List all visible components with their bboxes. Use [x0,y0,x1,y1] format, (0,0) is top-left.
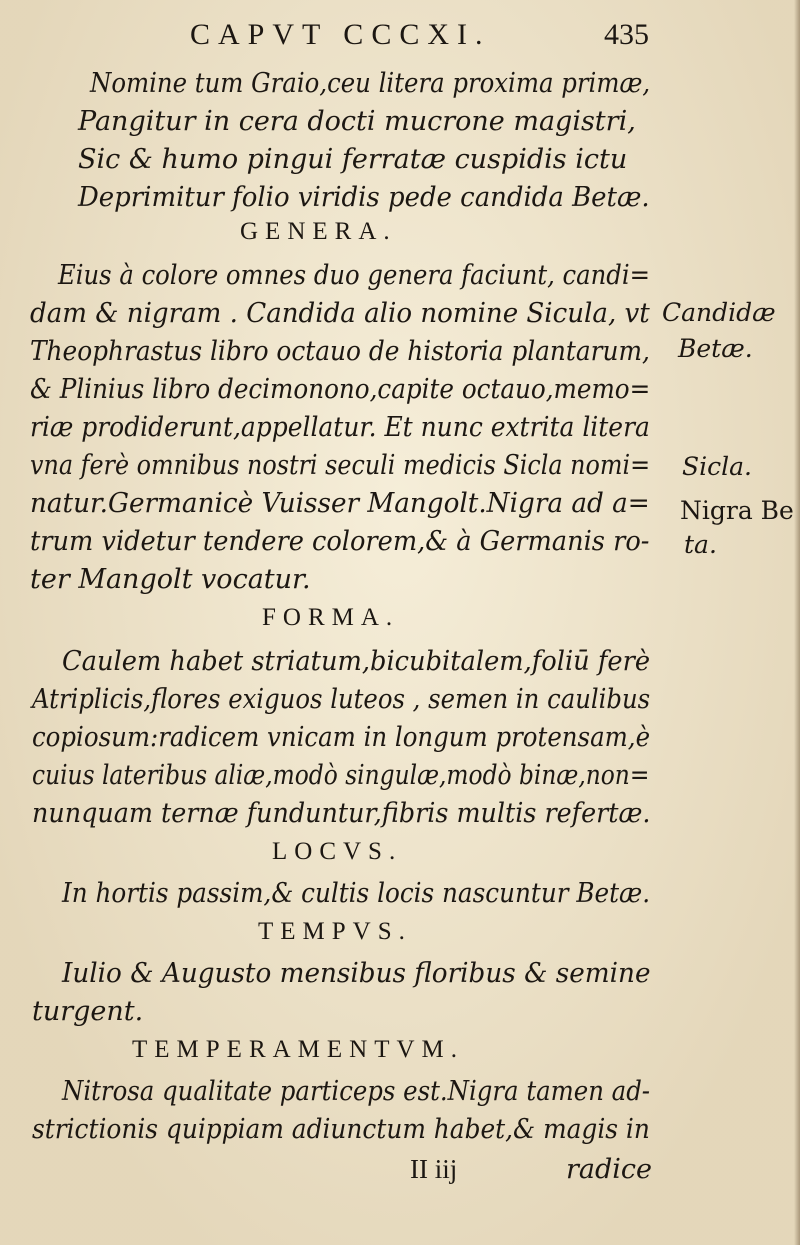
text-line: Atriplicis,flores exiguos luteos , semen in caulibus [32,684,651,715]
text-line: trum videtur tendere colorem,& à Germanis ro- [30,526,650,557]
section-heading-locus: LOCVS. [272,838,403,865]
text-line: Nitrosa qualitate particeps est.Nigra tamen ad- [62,1076,651,1107]
text-line: vna ferè omnibus nostri seculi medicis Sicla nomi= [30,450,651,481]
text-line: & Plinius libro decimonono,capite octauo,memo= [30,374,651,405]
running-title: CAPVT CCCXI. [190,18,491,51]
section-heading-tempus: TEMPVS. [258,918,412,945]
text-line: riæ prodiderunt,appellatur. Et nunc extrita litera [30,412,650,443]
text-line: copiosum:radicem vnicam in longum protensam,è [32,722,651,753]
text-line: Caulem habet striatum,bicubitalem,foliū ferè [62,646,651,677]
section-heading-temperamentum: TEMPERAMENTVM. [132,1036,465,1063]
text-line: Eius à colore omnes duo genera faciunt, candi= [58,260,651,291]
signature-mark: II iij [410,1154,458,1184]
text-line: nunquam ternæ funduntur,fibris multis refertæ. [32,798,651,829]
margin-note-sicla: Sicla. [682,452,752,481]
margin-note-nigra: Nigra Be [680,496,794,525]
text-line: In hortis passim,& cultis locis nascuntur Betæ. [62,878,651,909]
section-heading-forma: FORMA. [262,604,400,631]
text-line: dam & nigram . Candida alio nomine Sicula, vt [30,298,650,329]
text-line: strictionis quippiam adiunctum habet,& magis in [32,1114,650,1145]
folio-number: 435 [604,18,649,51]
verse-line: Sic & humo pingui ferratæ cuspidis ictu [78,144,628,175]
margin-note-candida: Candidæ [662,298,776,327]
section-heading-genera: GENERA. [240,218,397,245]
margin-note-beta: Betæ. [678,334,753,363]
verse-line: Deprimitur folio viridis pede candida Betæ. [78,182,650,213]
text-line: turgent. [32,996,144,1027]
text-line: Iulio & Augusto mensibus floribus & semine [62,958,651,989]
verse-line: Pangitur in cera docti mucrone magistri, [78,106,636,137]
text-line: natur.Germanicè Vuisser Mangolt.Nigra ad a= [30,488,650,519]
verse-line: Nomine tum Graio,ceu litera proxima primæ, [90,68,651,99]
catchword: radice [566,1154,653,1185]
text-line: ter Mangolt vocatur. [30,564,311,595]
text-line: cuius lateribus aliæ,modò singulæ,modò binæ,non= [32,760,650,791]
text-line: Theophrastus libro octauo de historia plantarum, [30,336,650,367]
margin-note-ta: ta. [684,530,717,559]
page-edge-shadow [794,0,800,1245]
